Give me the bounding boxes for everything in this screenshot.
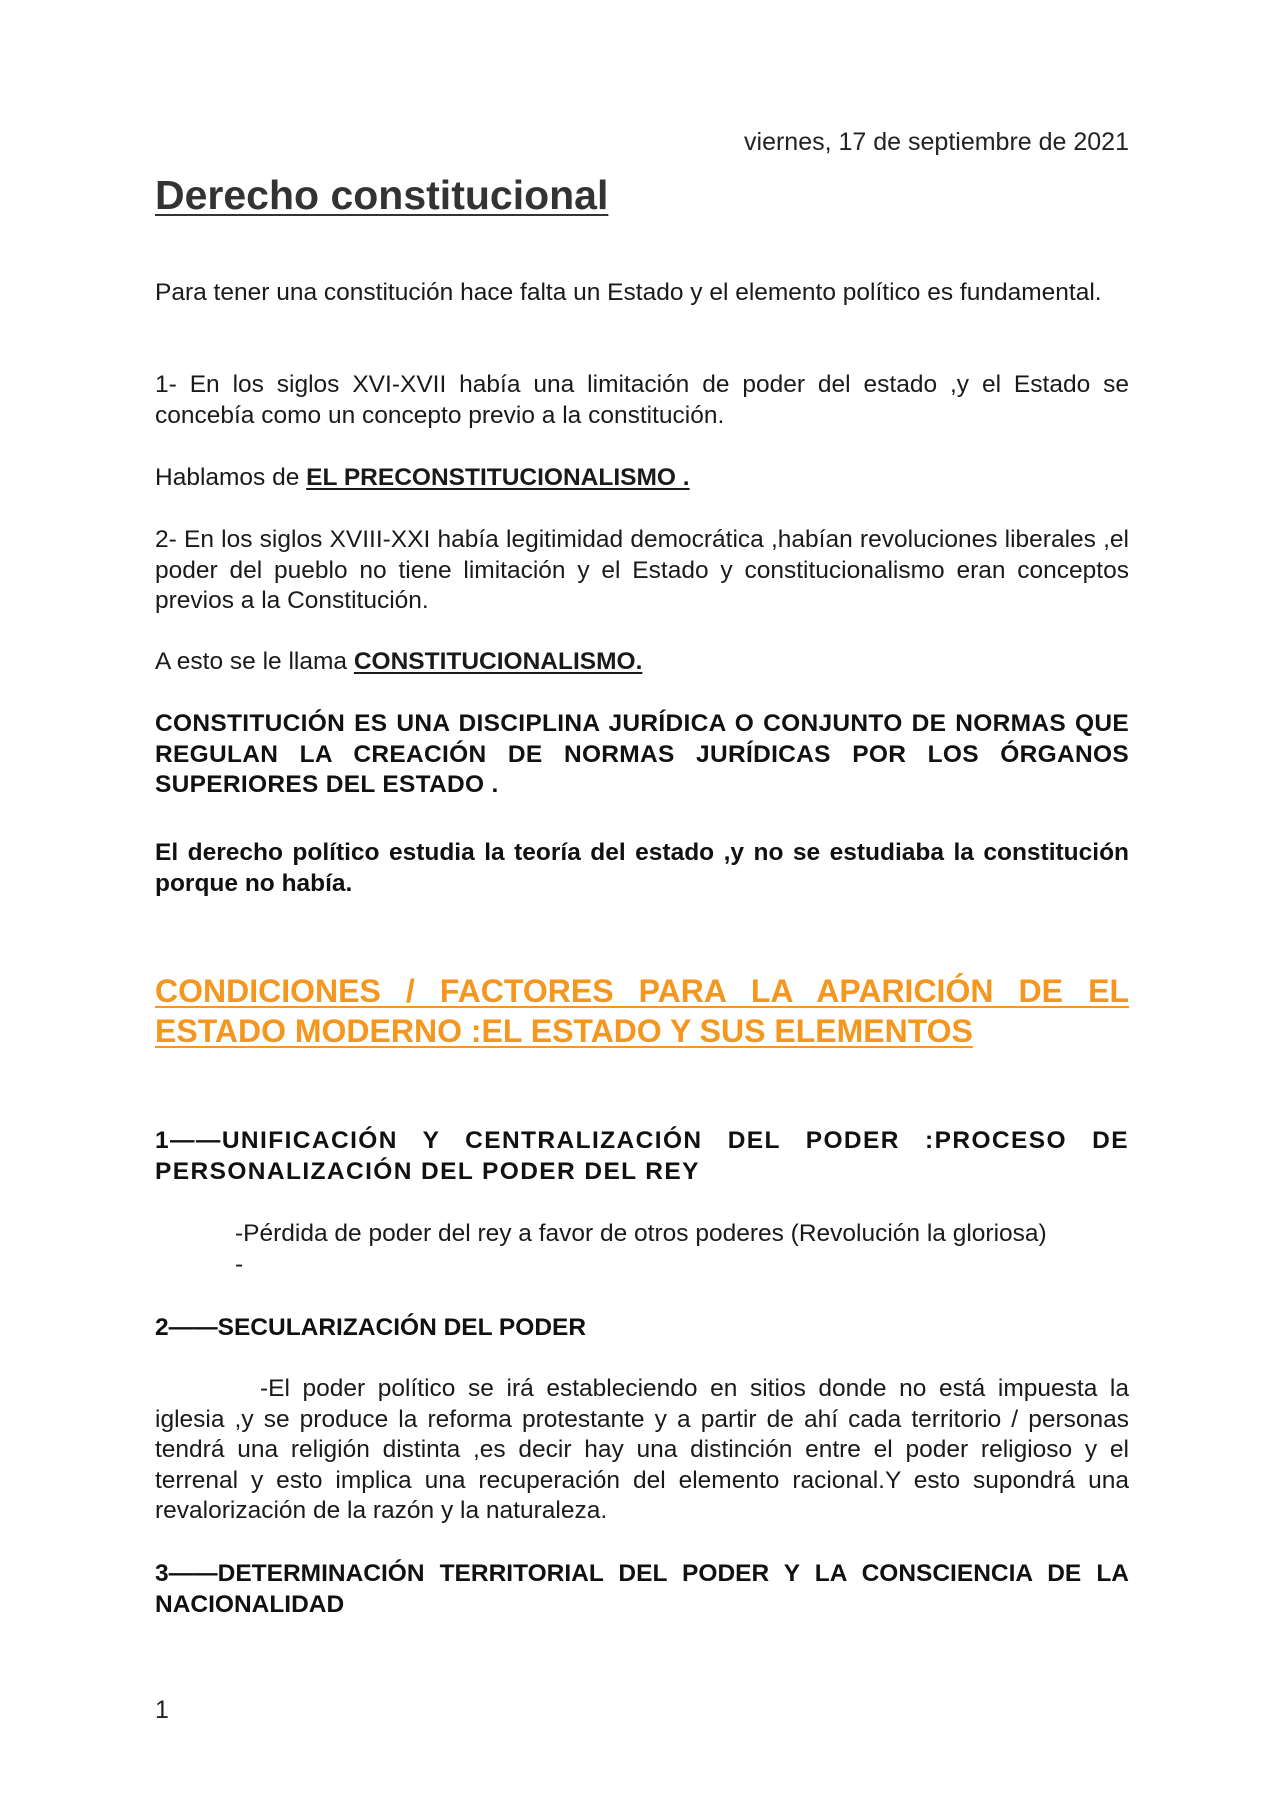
paragraph-prefix: A esto se le llama (155, 648, 354, 675)
section-heading-2: 2——SECULARIZACIÓN DEL PODER (155, 1314, 587, 1341)
paragraph-constitucionalismo (155, 647, 1129, 678)
paragraph-definition: CONSTITUCIÓN ES UNA DISCIPLINA JURÍDICA O CONJUNTO DE NORMAS QUE REGULAN LA CREACIÓN DE NORMAS JURÍDICAS POR LOS ÓRGANOS SUPERIORES DEL ESTADO . (155, 710, 1129, 798)
paragraph-point-1: 1- En los siglos XVI-XVII había una limitación de poder del estado ,y el Estado se concebía como un concepto previo a la constitución. (155, 371, 1129, 429)
paragraph-derecho-politico: El derecho político estudia la teoría del estado ,y no se estudiaba la constitución porque no había. (155, 839, 1129, 897)
document-date: viernes, 17 de septiembre de 2021 (744, 128, 1129, 156)
page-number: 1 (155, 1696, 169, 1724)
page-title: Derecho constitucional (155, 172, 609, 218)
section-2-body: -El poder político se irá estableciendo en sitios donde no está impuesta la iglesia ,y se produce la reforma protestante y a partir de ahí cada territorio / personas tendrá una religión distinta ,es decir hay una distinción entre el poder religioso y el terrenal y esto implica una recuperación del elemento racional.Y esto supondrá una revalorización de la razón y la naturaleza. (155, 1375, 1129, 1524)
term-constitucionalismo: CONSTITUCIONALISMO. (353, 648, 643, 675)
section-heading-3: 3——DETERMINACIÓN TERRITORIAL DEL PODER Y LA CONSCIENCIA DE LA NACIONALIDAD (155, 1560, 1129, 1618)
paragraph-point-2: 2- En los siglos XVIII-XXI había legitimidad democrática ,habían revoluciones liberales ,el poder del pueblo no tiene limitación y el Estado y constitucionalismo eran conceptos previos a la Constitución. (155, 526, 1129, 614)
term-preconstitucionalismo: EL PRECONSTITUCIONALISMO . (306, 464, 690, 491)
section-heading-orange: CONDICIONES / FACTORES PARA LA APARICIÓN DE EL ESTADO MODERNO :EL ESTADO Y SUS ELEMENTOS (155, 973, 1129, 1049)
list-item: -Pérdida de poder del rey a favor de otros poderes (Revolución la gloriosa) (235, 1220, 1047, 1247)
paragraph-preconstitucionalismo (155, 463, 1129, 494)
list-item: - (235, 1251, 244, 1278)
section-heading-1: 1——UNIFICACIÓN Y CENTRALIZACIÓN DEL PODER :PROCESO DE PERSONALIZACIÓN DEL PODER DEL REY (155, 1127, 1129, 1185)
paragraph-prefix: Hablamos de (155, 464, 307, 491)
paragraph-intro: Para tener una constitución hace falta un Estado y el elemento político es fundamental. (155, 279, 1102, 306)
document-page (155, 0, 1129, 1811)
